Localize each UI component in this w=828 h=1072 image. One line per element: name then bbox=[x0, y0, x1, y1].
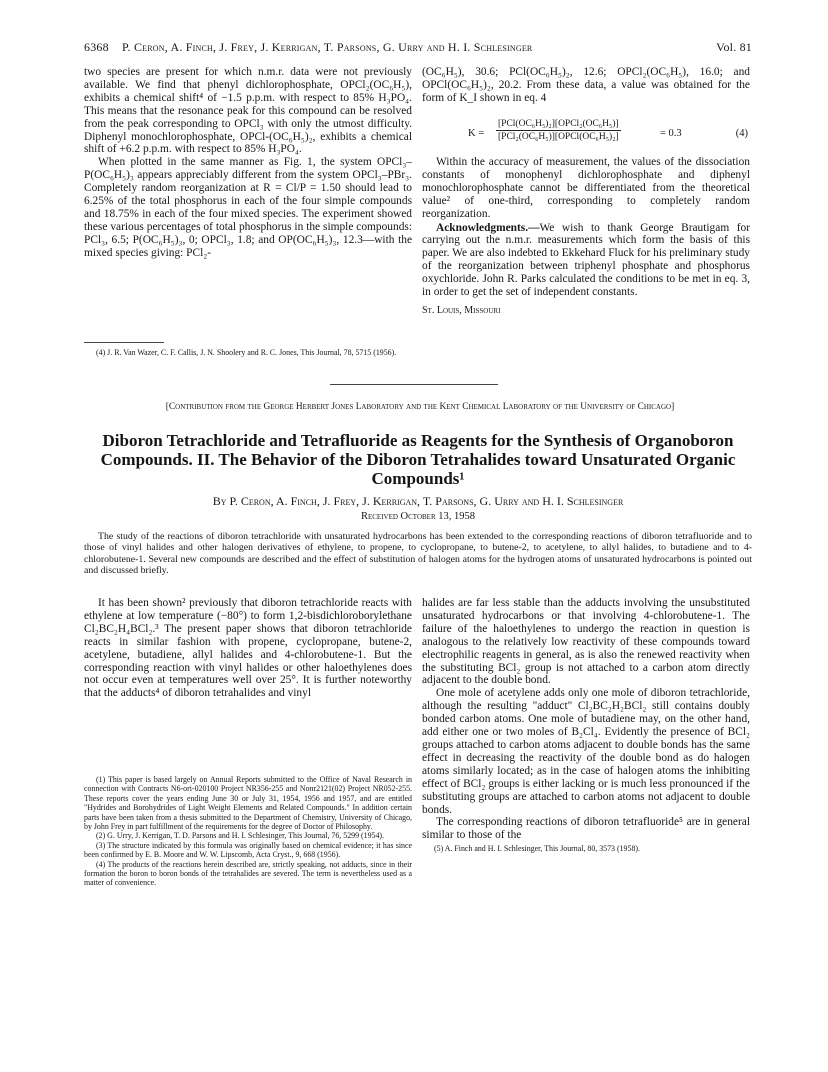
abstract: The study of the reactions of diboron tetrachloride with unsaturated hydrocarbons has been extended to the corresponding reactions of diboron tetrafluoride and to those of vinyl halides and other halogen derivatives of ethylene, to propene, to cyclopropane, to butene-2, to acetylene, to allyl halides, to butadiene and to 4-chlorobutene-1. Several new compounds are described and the effect of substitution of halogen atoms for the hydrogen atoms of unsaturated hydrocarbons is pointed out and discussed briefly. bbox=[84, 531, 752, 576]
acknowledgments-heading: Acknowledgments.— bbox=[436, 221, 540, 234]
top-right-column bbox=[422, 66, 750, 105]
equation-numerator: [PCl(OC₆H₅)₂][OPCl₂(OC₆H₅)] bbox=[498, 119, 619, 129]
article-right-paragraph-3: The corresponding reactions of diboron tetrafluoride⁵ are in general similar to those of the bbox=[422, 816, 750, 842]
article-right-paragraph-1: halides are far less stable than the adducts involving the unsubstituted unsaturated hydrocarbons or that involving 4-chlorobutene-1. The failure of the haloethylenes to undergo the reaction in question is analogous to the relatively low reactivity of these compounds toward electrophilic reagents in general, as is also the renewed reactivity when the substituting BCl₂ group is not attached to a carbon atom directly adjacent to the double bond. bbox=[422, 597, 750, 687]
section-divider bbox=[330, 384, 498, 385]
top-right-paragraph-1: (OC₆H₅), 30.6; PCl(OC₆H₅)₂, 12.6; OPCl₂(OC₆H₅), 16.0; and OPCl(OC₆H₅)₂, 20.2. From these data, a value was obtained for the form of K_I shown in eq. 4 bbox=[422, 66, 750, 104]
acknowledgments-text: We wish to thank George Brautigam for carrying out the n.m.r. measurements which form the basis of this paper. We are also indebted to Ekkehard Fluck for his preliminary study of the reorganization between triphenyl phosphate and phosphorus oxychloride. John R. Parks calculated the conditions to be met in eq. 3, in order to get the set of independent constants. bbox=[422, 221, 750, 299]
page-number: 6368 bbox=[84, 40, 109, 54]
running-header bbox=[84, 40, 752, 56]
location: St. Louis, Missouri bbox=[422, 304, 501, 316]
top-left-paragraph-2: When plotted in the same manner as Fig. 1, the system OPCl₃–P(OC₆H₅)₃ appears appreciably different from the system OPCl₃–PBr₃. Completely random reorganization at R = Cl/P = 1.50 should lead to 6.25% of the total phosphorus in each of the four simple compounds and 18.75% in each of the four mixed species. The experiment showed these various percentages of total phosphorus in the simple compounds: PCl₃, 6.5; P(OC₆H₅)₃, 0; OPCl₃, 1.8; and OP(OC₆H₅)₃, 12.3—with the mixed species giving: PCl₂- bbox=[84, 156, 412, 259]
footnote-divider bbox=[84, 342, 164, 343]
top-right-column-2 bbox=[422, 156, 750, 318]
article-left-column bbox=[84, 597, 412, 700]
article-title: Diboron Tetrachloride and Tetrafluoride as Reagents for the Synthesis of Organoboron Compounds. II. The Behavior of the Diboron Tetrahalides toward Unsaturated Organic Compounds¹ bbox=[100, 431, 736, 488]
top-left-paragraph-1: two species are present for which n.m.r. data were not previously available. We find that phenyl dichlorophosphate, OPCl₂(OC₆H₅), exhibits a chemical shift⁴ of −1.5 p.p.m. with respect to 85% H₃PO₄. This means that the resonance peak for this compound can be resolved from the peak corresponding to OPCl₃ with only the utmost difficulty. Diphenyl monochlorophosphate, OPCl-(OC₆H₅)₂, exhibits a chemical shift of +6.2 p.p.m. with respect to 85% H₃PO₄. bbox=[84, 66, 412, 156]
equation-denominator: [PCl₂(OC₆H₅)][OPCl(OC₆H₅)₂] bbox=[498, 132, 619, 142]
top-left-column bbox=[84, 66, 412, 260]
footnote-2: (2) G. Urry, J. Kerrigan, T. D. Parsons and H. I. Schlesinger, This Journal, 76, 5299 (1954). bbox=[96, 831, 385, 841]
header-authors: P. Ceron, A. Finch, J. Frey, J. Kerrigan, T. Parsons, G. Urry and H. I. Schlesinger bbox=[122, 40, 533, 54]
contribution-line: [Contribution from the George Herbert Jones Laboratory and the Kent Chemical Laboratory of the University of Chicago] bbox=[165, 402, 675, 412]
article-right-paragraph-2: One mole of acetylene adds only one mole of diboron tetrachloride, although the resulting "adduct" Cl₂BC₂H₂BCl₂ still contains doubly bonded carbon atoms. One mole of butadiene may, on the other hand, add either one or two moles of B₂Cl₄. Evidently the presence of BCl₂ groups attached to carbon atoms adjacent to double bonds has the same effect in decreasing the reactivity of the double bond as do halogen atoms similarly located; as in the case of halogen atoms the inhibiting effect of BCl₂ groups is either lacking or is much less pronounced if the substituting groups are attached to carbon atoms not adjacent to double bonds. bbox=[422, 687, 750, 816]
equation-rhs: = 0.3 bbox=[660, 128, 682, 139]
equation-fraction bbox=[496, 119, 621, 142]
article-left-paragraph: It has been shown² previously that diboron tetrachloride reacts with ethylene at low temperature (−80°) to form 1,2-bisdichloroborylethane Cl₂BC₂H₄BCl₂.³ The present paper shows that diboron tetrachloride reacts in similar fashion with propene, cyclopropane, butene-2, acetylene, butadiene, allyl halides and 4-chlorobutene-1. But the corresponding reaction with vinyl halides or other haloethylenes does not occur even at temperatures well over 25°. It is further noteworthy that the adducts⁴ of diboron tetrahalides and vinyl bbox=[84, 597, 412, 700]
header-volume: Vol. 81 bbox=[716, 40, 752, 54]
footnote-1: (1) This paper is based largely on Annual Reports submitted to the Office of Naval Research in connection with Contracts N6-ori-020100 Project NR356-255 and Nonr2121(02) Project NR052-255. These reports cover the years ending June 30 or July 31, 1954, 1956 and 1957, and are entitled "Hydrides and Borohydrides of Light Weight Elements and Related Compounds." In addition certain parts have been taken from a thesis submitted to the Department of Chemistry, University of Chicago, by John Frey in part fulfillment of the requirements for the degree of Doctor of Philosophy. bbox=[84, 775, 412, 832]
equation-number: (4) bbox=[735, 128, 748, 139]
byline: By P. Ceron, A. Finch, J. Frey, J. Kerrigan, T. Parsons, G. Urry and H. I. Schlesinger bbox=[212, 494, 624, 508]
acknowledgments-paragraph bbox=[422, 222, 750, 299]
footnote-3: (3) The structure indicated by this formula was originally based on chemical evidence; it has since been confirmed by E. B. Moore and W. W. Lipscomb, Acta Cryst., 9, 668 (1956). bbox=[84, 840, 412, 860]
article-right-column bbox=[422, 597, 750, 854]
footnote-4: (4) The products of the reactions herein described are, strictly speaking, not adducts, since in their formation the boron to boron bonds of the tetrahalides are severed. The term is nevertheless used as a matter of convenience. bbox=[84, 859, 412, 888]
equation-lhs: K = bbox=[468, 128, 485, 139]
top-left-footnotes bbox=[84, 348, 412, 357]
equation-4 bbox=[424, 119, 750, 151]
received-date: Received October 13, 1958 bbox=[360, 511, 475, 522]
article-left-footnotes bbox=[84, 775, 412, 888]
top-right-paragraph-2: Within the accuracy of measurement, the values of the dissociation constants of monophenyl dichlorophosphate and diphenyl monochlorophosphate cannot be differentiated from the theoretical value² of one-third, corresponding to completely random reorganization. bbox=[422, 156, 750, 220]
footnote-5: (5) A. Finch and H. I. Schlesinger, This Journal, 80, 3573 (1958). bbox=[434, 844, 640, 854]
footnote-4-top: (4) J. R. Van Wazer, C. F. Callis, J. N. Shoolery and R. C. Jones, This Journal, 78, 5715 (1956). bbox=[96, 348, 397, 357]
